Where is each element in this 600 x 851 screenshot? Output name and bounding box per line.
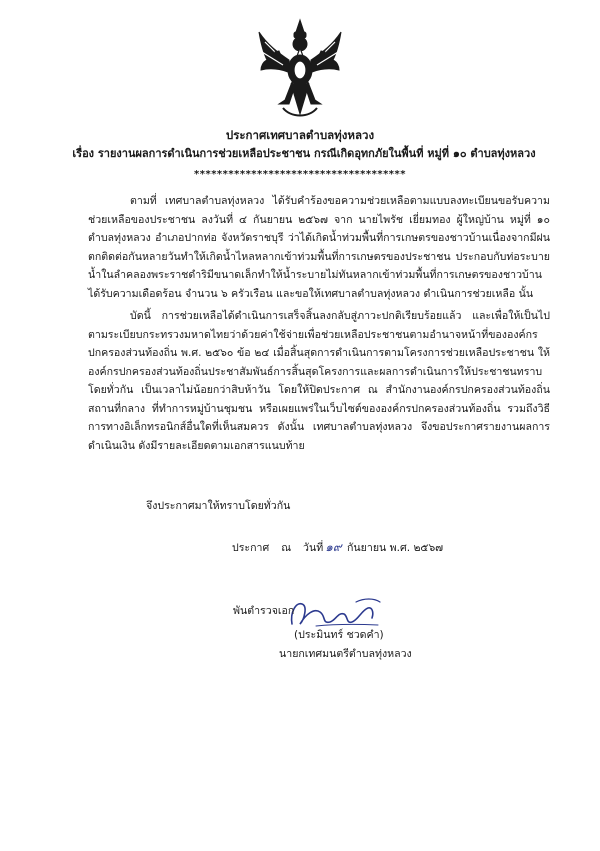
announcement-date [232, 538, 443, 557]
announcement-title: ประกาศเทศบาลตำบลทุ่งหลวง [225, 128, 375, 142]
date-day-handwritten: ๑๙ [325, 540, 342, 554]
signer-position: นายกเทศมนตรีตำบลทุ่งหลวง [279, 648, 412, 660]
announcement-body [88, 192, 550, 459]
handwritten-signature [286, 594, 386, 630]
date-at: ณ [281, 542, 292, 554]
date-prefix: ประกาศ [232, 542, 270, 554]
body-paragraph-2: บัดนี้ การช่วยเหลือได้ดำเนินการเสร็จสิ้นลงกลับสู่ภาวะปกติเรียบร้อยแล้ว และเพื่อให้เป็นไปตามระเบียบกระทรวงมหาดไทยว่าด้วยค่าใช้จ่ายเพื่อช่วยเหลือประชาชนตามอำนาจหน้าที่ขององค์กรปกครองส่วนท้องถิ่น พ.ศ. ๒๕๖๐ ข้อ ๒๔ เมื่อสิ้นสุดการดำเนินการตามโครงการช่วยเหลือประชาชน ให้องค์กรปกครองส่วนท้องถิ่นประชาสัมพันธ์การสิ้นสุดโครงการและผลการดำเนินการให้ประชาชนทราบโดยทั่วกัน เป็นเวลาไม่น้อยกว่าสิบห้าวัน โดยให้ปิดประกาศ ณ สำนักงานองค์กรปกครองส่วนท้องถิ่น สถานที่กลาง ที่ทำการหมู่บ้านชุมชน หรือเผยแพร่ในเว็บไซต์ขององค์กรปกครองส่วนท้องถิ่น รวมถึงวิธีการทางอิเล็กทรอนิกส์อื่นใดที่เห็นสมควร ดังนั้น เทศบาลตำบลทุ่งหลวง จึงขอประกาศรายงานผลการดำเนินเงิน ดังมีรายละเอียดตามเอกสารแนบท้าย [88, 310, 550, 452]
separator-line: ************************************* [194, 169, 406, 180]
body-paragraph-1: ตามที่ เทศบาลตำบลทุ่งหลวง ได้รับคำร้องขอความช่วยเหลือตามแบบลงทะเบียนขอรับความช่วยเหลือของประชาชน ลงวันที่ ๔ กันยายน ๒๕๖๗ จาก นายไพรัช เยี่ยมทอง ผู้ใหญ่บ้าน หมู่ที่ ๑๐ ตำบลทุ่งหลวง อำเภอปากท่อ จังหวัดราชบุรี ว่าได้เกิดน้ำท่วมพื้นที่การเกษตรของชาวบ้านเนื่องจากมีฝนตกติดต่อกันหลายวันทำให้เกิดน้ำไหลหลากเข้าท่วมพื้นที่การเกษตรของประชาชน ประกอบกับท่อระบายน้ำในลำคลองพระราชดำริมีขนาดเล็กทำให้น้ำระบายไม่ทันหลากเข้าท่วมพื้นที่การเกษตรของชาวบ้าน ได้รับความเดือดร้อน จำนวน ๖ ครัวเรือน และขอให้เทศบาลตำบลทุ่งหลวง ดำเนินการช่วยเหลือ นั้น [88, 195, 550, 300]
closing-statement: จึงประกาศมาให้ทราบโดยทั่วกัน [146, 500, 291, 512]
announcement-subject: เรื่อง รายงานผลการดำเนินการช่วยเหลือประชาชน กรณีเกิดอุทกภัยในพื้นที่ หมู่ที่ ๑๐ ตำบลทุ่งหลวง [72, 147, 536, 160]
date-day-label: วันที่ [303, 542, 324, 554]
signer-rank: พันตำรวจเอก [233, 605, 295, 617]
signer-name: (ประมินทร์ ชวดคำ) [294, 629, 384, 641]
garuda-emblem [255, 18, 345, 122]
date-month-year: กันยายน พ.ศ. ๒๕๖๗ [347, 542, 444, 554]
